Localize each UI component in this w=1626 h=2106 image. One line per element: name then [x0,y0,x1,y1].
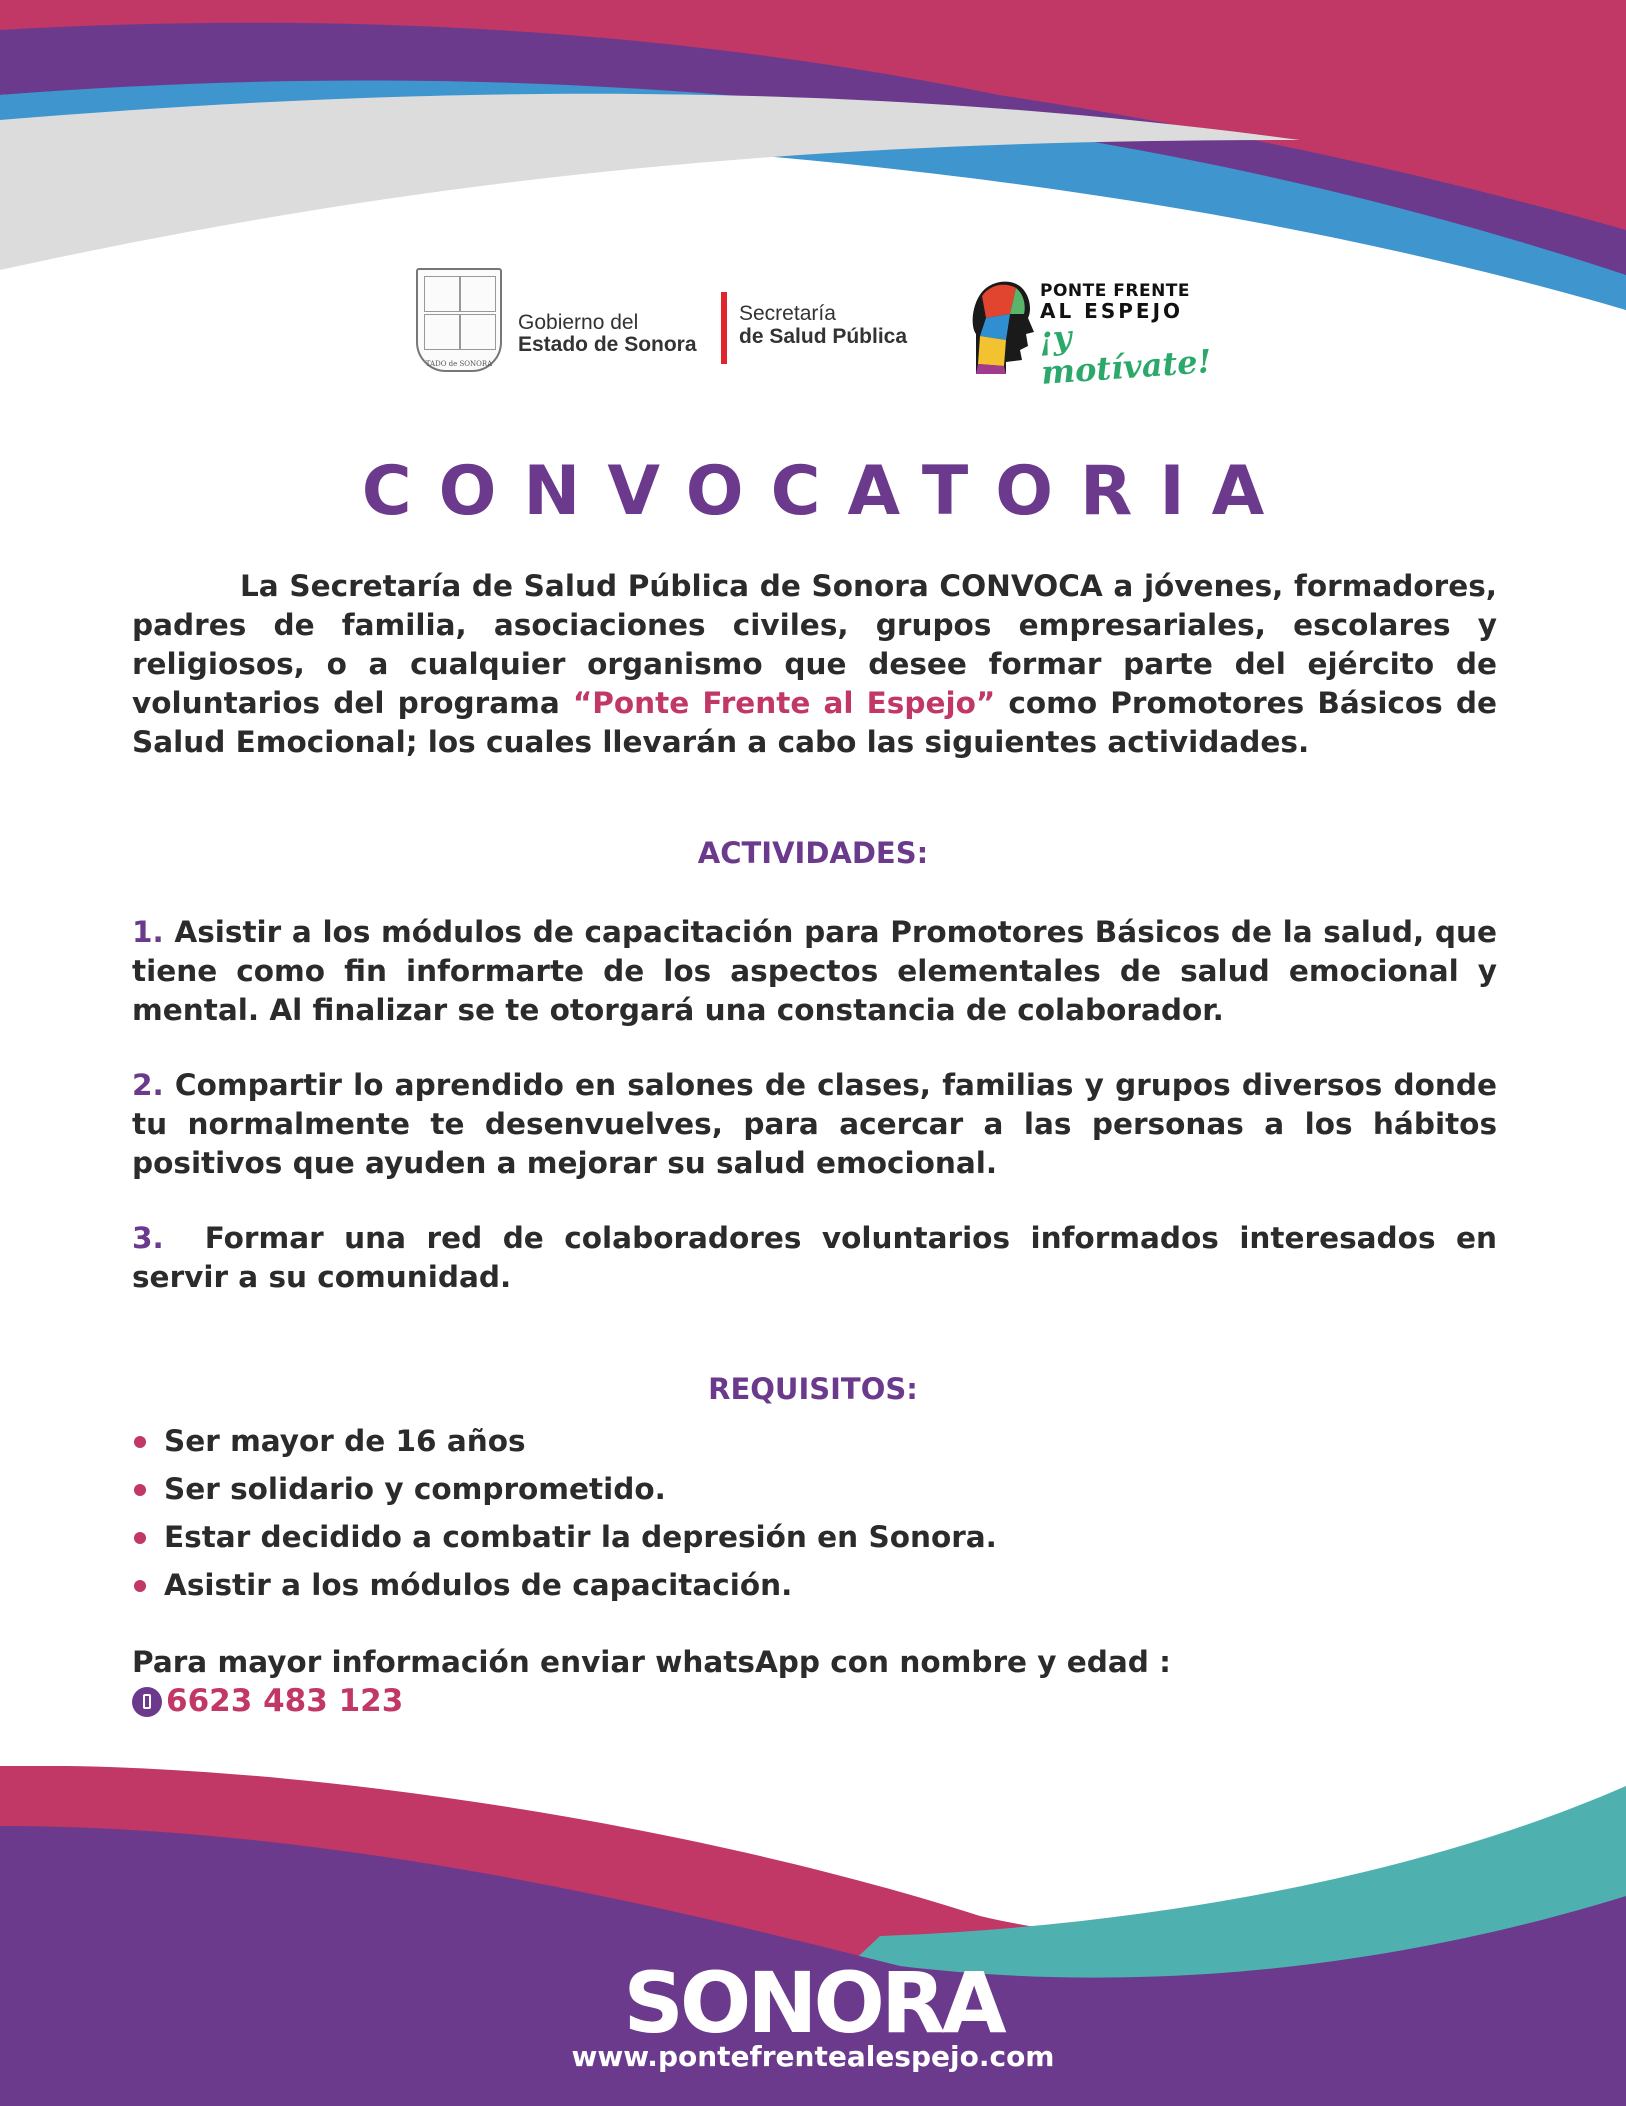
requirement-item [132,1417,997,1465]
ssp-line1: Secretaría [739,302,836,325]
requirement-text: Estar decidido a combatir la depresión en Sonora. [164,1520,997,1554]
page-title: CONVOCATORIA [361,452,1292,531]
pfe-face-logo-icon [966,274,1036,374]
activity-text: Asistir a los módulos de capacitación para Promotores Básicos de la salud, que tiene como fin informarte de los aspectos elementales de salud emocional y mental. Al finalizar se te otorgará una constancia de colaborador. [132,915,1497,1027]
gov-line1: Gobierno del [518,311,639,334]
requirements-list [132,1417,997,1609]
sonora-shield-logo [416,268,502,372]
program-name: “Ponte Frente al Espejo” [572,686,996,720]
requirement-item [132,1561,997,1609]
logo-separator [721,292,727,364]
requirements-heading: REQUISITOS: [708,1372,918,1406]
requirement-item [132,1513,997,1561]
activity-item [132,1219,1508,1297]
intro-text: La Secretaría de Salud Pública de Sonora CONVOCA a jóvenes, formadores, padres de familia, asociaciones civiles, grupos empresariales, escolares y religiosos, o a cualquier organismo que desee formar parte del ejército de voluntarios del programa [132,569,1497,720]
phone-line [132,1682,1497,1721]
activities-heading: ACTIVIDADES: [697,836,929,870]
phone-number[interactable]: 6623 483 123 [166,1683,404,1719]
intro-paragraph [132,567,1497,762]
contact-info [132,1643,1497,1721]
contact-text: Para mayor información enviar whatsApp con nombre y edad : [132,1645,1171,1679]
activity-number: 2. [132,1068,164,1102]
gov-line2: Estado de Sonora [518,333,697,356]
shield-caption: TADO de SONORA [425,360,493,368]
activity-number: 1. [132,915,164,949]
website-link[interactable]: www.pontefrentealespejo.com [571,2040,1055,2073]
sonora-footer-logo: SONORA [623,1954,1003,2052]
bullet-icon [134,1580,146,1592]
gobierno-logo-text [518,312,697,356]
requirement-item [132,1465,997,1513]
requirement-text: Ser mayor de 16 años [164,1424,526,1458]
intro-text-end: como Promotores Básicos de Salud Emocional; los cuales llevarán a cabo las siguientes actividades. [132,686,1497,759]
bullet-icon [134,1436,146,1448]
activity-text: Compartir lo aprendido en salones de clases, familias y grupos diversos donde tu normalmente te desenvuelves, para acercar a las personas a los hábitos positivos que ayuden a mejorar su salud emocional. [132,1068,1497,1180]
pfe-line2: AL ESPEJO [1040,299,1184,323]
pfe-line1: PONTE FRENTE [1040,281,1191,301]
bullet-icon [134,1532,146,1544]
activity-item [132,1066,1497,1183]
pfe-line3: ¡y motívate! [1037,317,1213,392]
ssp-logo-text [739,302,907,348]
bullet-icon [134,1484,146,1496]
activity-text: Formar una red de colaboradores voluntarios informados interesados en servir a su comunidad. [132,1221,1508,1294]
requirement-text: Asistir a los módulos de capacitación. [164,1568,793,1602]
activity-item [132,913,1497,1030]
requirement-text: Ser solidario y comprometido. [164,1472,666,1506]
header-logos [408,262,1248,392]
activity-number: 3. [132,1221,164,1255]
phone-icon [132,1687,162,1717]
pfe-logo-text [1037,281,1248,392]
ssp-line2: de Salud Pública [739,325,908,348]
